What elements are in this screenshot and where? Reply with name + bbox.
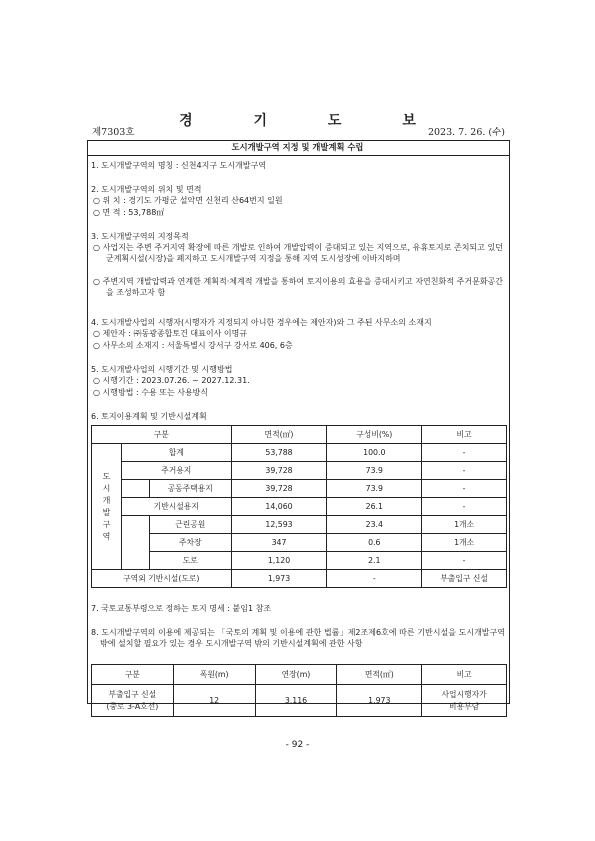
cell-note: - xyxy=(422,480,507,498)
header-length: 연장(m) xyxy=(255,665,337,685)
cell-note: 부출입구 신설 xyxy=(422,570,507,588)
row-label: 주차장 xyxy=(149,534,231,552)
row-label: 공동주택용지 xyxy=(149,480,231,498)
document-title: 도시개발구역 지정 및 개발계획 수립 xyxy=(231,142,364,152)
row-label xyxy=(92,685,174,717)
note-line-1: 사업시행자가 xyxy=(441,689,487,699)
header-ratio: 구성비(%) xyxy=(327,426,422,444)
row-label: 기반시설용지 xyxy=(121,498,231,516)
cell-area: 14,060 xyxy=(231,498,327,516)
cell-ratio: 0.6 xyxy=(327,534,422,552)
cell-note: 1개소 xyxy=(422,534,507,552)
section-2-area: ○ 면 적 : 53,788㎡ xyxy=(93,208,165,217)
cell-length: 3,116 xyxy=(255,685,337,717)
table-row xyxy=(92,444,507,462)
cell-area: 1,120 xyxy=(231,552,327,570)
cell-ratio: - xyxy=(327,570,422,588)
cell-ratio: 73.9 xyxy=(327,462,422,480)
section-4-proposer: ○ 제안자 : ㈜동광종합토건 대표이사 이명규 xyxy=(93,329,248,338)
section-2-location: ○ 위 치 : 경기도 가평군 설악면 신천리 산64번지 일원 xyxy=(93,196,283,205)
header-area: 면적(㎡) xyxy=(337,665,422,685)
section-5-period: ○ 시행기간 : 2023.07.26. ~ 2027.12.31. xyxy=(93,376,250,385)
cell-area: 39,728 xyxy=(231,480,327,498)
cell-area: 1,973 xyxy=(231,570,327,588)
outside-facility-table xyxy=(91,664,507,717)
group-label: 도 시 개 발 구 역 xyxy=(92,444,122,570)
table-row xyxy=(92,480,507,498)
table-row xyxy=(92,685,507,717)
section-7: 7. 국토교통부령으로 정하는 토지 명세 : 붙임1 참조 xyxy=(91,604,272,613)
gazette-title: 경 기 도 보 xyxy=(179,113,444,129)
section-3-heading: 3. 도시개발구역의 지정목적 xyxy=(91,232,189,241)
cell-note: 1개소 xyxy=(422,516,507,534)
row-label-line-2: (중로 3-A호선) xyxy=(106,701,159,711)
cell-area: 347 xyxy=(231,534,327,552)
title-divider xyxy=(87,155,510,156)
header-note: 비고 xyxy=(422,665,507,685)
header-area: 면적(㎡) xyxy=(231,426,327,444)
row-label: 근린공원 xyxy=(149,516,231,534)
table-row xyxy=(92,552,507,570)
section-8: 8. 도시개발구역의 이용에 제공되는 「국토의 계획 및 이용에 관한 법률」제2조제6호에 따른 기반시설을 도시개발구역 밖에 설치할 필요가 있는 경우 도시개발구역 밖의 기반시설계획에 관한 사항 xyxy=(91,628,505,648)
row-label: 구역외 기반시설(도로) xyxy=(92,570,232,588)
cell-note: - xyxy=(422,552,507,570)
page-number: - 92 - xyxy=(285,740,310,750)
header-width: 폭원(m) xyxy=(173,665,255,685)
cell-area: 1,973 xyxy=(337,685,422,717)
cell-note: - xyxy=(422,444,507,462)
row-label-line-1: 부출입구 신설 xyxy=(108,689,157,699)
header-category: 구분 xyxy=(92,426,232,444)
table-row xyxy=(92,516,507,534)
table-row xyxy=(92,570,507,588)
cell-area: 39,728 xyxy=(231,462,327,480)
indent-cell xyxy=(121,480,149,498)
section-2-heading: 2. 도시개발구역의 위치 및 면적 xyxy=(91,185,202,194)
cell-ratio: 100.0 xyxy=(327,444,422,462)
section-4-office: ○ 사무소의 소재지 : 서울특별시 강서구 강서로 406, 6층 xyxy=(93,341,293,350)
section-4-heading: 4. 도시개발사업의 시행자(시행자가 지정되지 아니한 경우에는 제안자)와 그 주된 사무소의 소재지 xyxy=(91,318,432,327)
section-5-method: ○ 시행방법 : 수용 또는 사용방식 xyxy=(93,388,209,397)
cell-ratio: 23.4 xyxy=(327,516,422,534)
table-row xyxy=(92,498,507,516)
header-note: 비고 xyxy=(422,426,507,444)
note-line-2: 비용부담 xyxy=(449,701,480,711)
row-label: 도로 xyxy=(149,552,231,570)
cell-note xyxy=(422,685,507,717)
cell-width: 12 xyxy=(173,685,255,717)
land-use-table xyxy=(91,425,507,588)
section-3-item-b: ○ 주변지역 개발압력과 연계한 계획적·체계적 개발을 통하여 토지이용의 효용을 증대시키고 자연친화적 주거문화공간을 조성하고자 함 xyxy=(93,277,503,297)
table-header-row xyxy=(92,426,507,444)
issue-date: 2023. 7. 26. (수) xyxy=(427,127,505,138)
cell-note: - xyxy=(422,498,507,516)
section-5-heading: 5. 도시개발사업의 시행기간 및 시행방법 xyxy=(91,365,233,374)
table-row xyxy=(92,534,507,552)
cell-area: 12,593 xyxy=(231,516,327,534)
document-frame xyxy=(87,140,510,704)
indent-cell xyxy=(121,516,149,570)
header-category: 구분 xyxy=(92,665,174,685)
section-1: 1. 도시개발구역의 명칭 : 신천4지구 도시개발구역 xyxy=(91,161,266,170)
cell-note: - xyxy=(422,462,507,480)
cell-ratio: 26.1 xyxy=(327,498,422,516)
row-label: 주거용지 xyxy=(121,462,231,480)
row-label: 합계 xyxy=(121,444,231,462)
cell-ratio: 2.1 xyxy=(327,552,422,570)
table-header-row xyxy=(92,665,507,685)
table-row xyxy=(92,462,507,480)
section-3-item-a: ○ 사업지는 주변 주거지역 확장에 따른 개발로 인하여 개발압력이 증대되고 있는 지역으로, 유휴토지로 존치되고 있던 군계획시설(시장)을 폐지하고 도시개발구역 지정을 통해 지역 도시성장에 이바지하며 xyxy=(93,243,503,263)
cell-area: 53,788 xyxy=(231,444,327,462)
section-6-heading: 6. 토지이용계획 및 기반시설계획 xyxy=(91,412,207,421)
cell-ratio: 73.9 xyxy=(327,480,422,498)
issue-number: 제7303호 xyxy=(92,127,135,138)
